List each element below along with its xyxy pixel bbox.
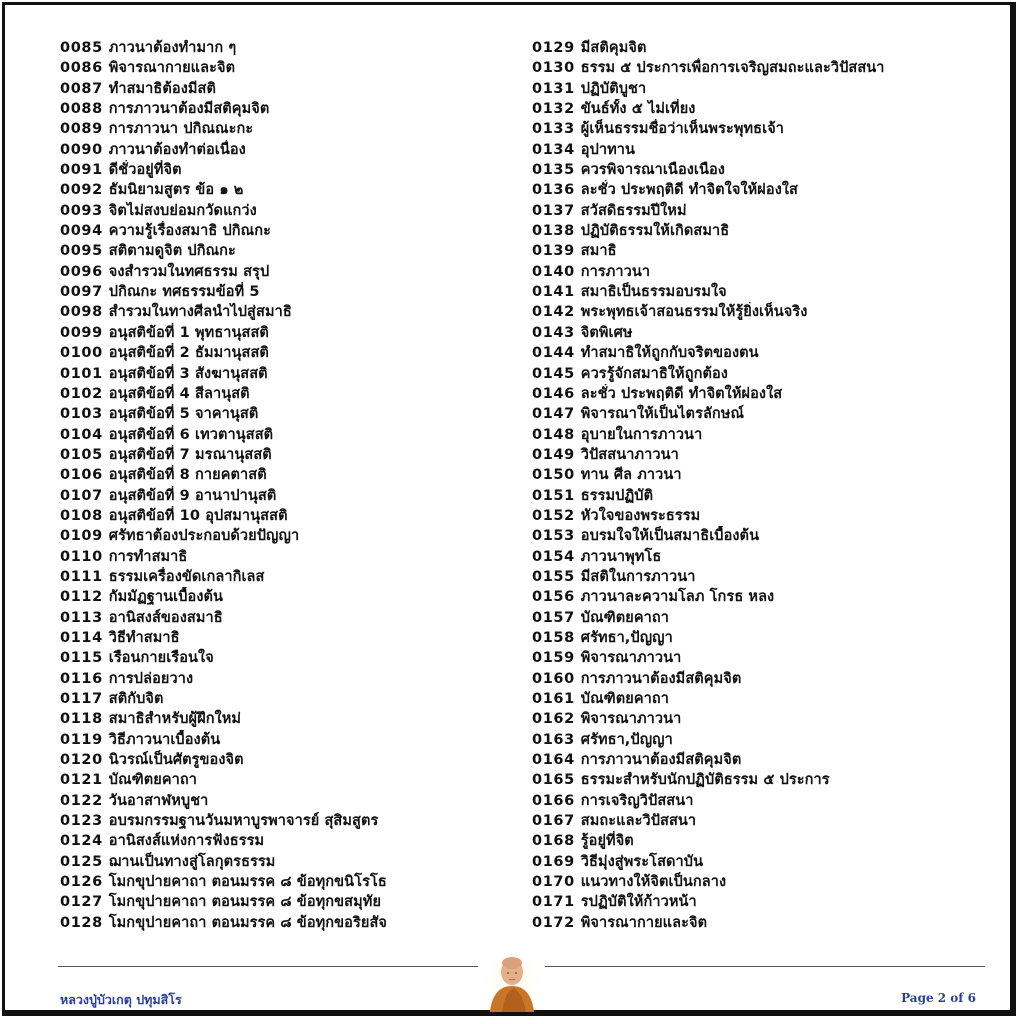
list-item — [532, 852, 1002, 872]
item-number: 0135 — [532, 162, 575, 179]
list-item — [60, 221, 530, 241]
item-title: อนุสติข้อที่ 9 อานาปานุสติ — [108, 487, 277, 504]
item-number: 0157 — [532, 609, 575, 626]
item-title: อนุสติข้อที่ 1 พุทธานุสสติ — [108, 324, 269, 341]
item-number: 0171 — [532, 894, 575, 911]
item-number: 0153 — [532, 528, 575, 545]
list-item — [532, 913, 1002, 933]
item-number: 0152 — [532, 507, 575, 524]
item-number: 0160 — [532, 670, 575, 687]
list-item — [532, 831, 1002, 851]
list-item — [60, 445, 530, 465]
item-title: สติตามดูจิต ปกิณกะ — [108, 243, 236, 260]
list-item — [532, 364, 1002, 384]
item-number: 0097 — [60, 284, 103, 301]
item-title: รู้อยู่ที่จิต — [580, 833, 634, 850]
item-number: 0126 — [60, 874, 103, 891]
list-item — [532, 872, 1002, 892]
item-number: 0114 — [60, 629, 103, 646]
left-column-list — [60, 38, 530, 933]
list-item — [60, 180, 530, 200]
item-title: อนุสติข้อที่ 6 เทวตานุสสติ — [108, 426, 274, 443]
list-item — [532, 262, 1002, 282]
list-item — [532, 608, 1002, 628]
list-item — [532, 506, 1002, 526]
item-title: ภาวนาพุทโธ — [580, 548, 662, 565]
list-item — [532, 791, 1002, 811]
list-item — [532, 811, 1002, 831]
item-title: พิจารณาให้เป็นไตรลักษณ์ — [580, 406, 745, 423]
list-item — [60, 241, 530, 261]
footer-page-number: Page 2 of 6 — [901, 991, 976, 1005]
list-item — [60, 811, 530, 831]
list-item — [60, 79, 530, 99]
item-number: 0169 — [532, 853, 575, 870]
list-item — [60, 628, 530, 648]
item-number: 0148 — [532, 426, 575, 443]
item-title: พิจารณากายและจิต — [580, 914, 708, 931]
item-number: 0108 — [60, 507, 103, 524]
item-title: จิตพิเศษ — [580, 324, 633, 341]
list-item — [60, 730, 530, 750]
item-title: มีสติคุมจิต — [580, 40, 647, 56]
list-item — [60, 852, 530, 872]
item-title: สวัสดิธรรมปีใหม่ — [580, 202, 687, 219]
list-item — [532, 709, 1002, 729]
list-item — [532, 587, 1002, 607]
item-number: 0138 — [532, 223, 575, 240]
item-title: บัณฑิตยคาถา — [108, 772, 198, 789]
list-item — [532, 425, 1002, 445]
item-title: หัวใจของพระธรรม — [580, 507, 701, 524]
item-number: 0155 — [532, 568, 575, 585]
item-title: อานิสงส์แห่งการฟังธรรม — [108, 833, 265, 850]
item-title: สมาธิ — [580, 243, 617, 260]
item-number: 0150 — [532, 467, 575, 484]
list-item — [60, 770, 530, 790]
list-item — [60, 872, 530, 892]
item-number: 0086 — [60, 60, 103, 77]
item-title: ผู้เห็นธรรมชื่อว่าเห็นพระพุทธเจ้า — [580, 121, 785, 138]
item-title: การภาวนา ปกิณณะกะ — [108, 121, 254, 138]
list-item — [60, 58, 530, 78]
item-number: 0161 — [532, 691, 575, 707]
item-title: อนุสติข้อที่ 7 มรณานุสสติ — [108, 446, 272, 463]
item-number: 0128 — [60, 914, 103, 931]
footer-divider-right — [545, 966, 985, 967]
item-title: การภาวนา — [580, 263, 651, 280]
item-title: ทาน ศีล ภาวนา — [580, 467, 682, 484]
list-item — [60, 160, 530, 180]
list-item — [60, 262, 530, 282]
item-number: 0111 — [60, 568, 103, 585]
list-item — [532, 384, 1002, 404]
list-item — [532, 669, 1002, 689]
item-title: ภาวนาต้องทำมาก ๆ — [108, 40, 237, 56]
item-title: วิปัสสนาภาวนา — [580, 446, 679, 463]
item-title: อบรมกรรมฐานวันมหาบูรพาจารย์ สุสิมสูตร — [108, 813, 379, 830]
item-number: 0109 — [60, 528, 103, 545]
list-item — [60, 709, 530, 729]
item-number: 0127 — [60, 894, 103, 911]
item-title: วิธีภาวนาเบื้องต้น — [108, 731, 221, 748]
list-item — [532, 628, 1002, 648]
item-title: อนุสติข้อที่ 5 จาคานุสติ — [108, 406, 259, 423]
item-title: ธรรม ๕ ประการเพื่อการเจริญสมถะและวิปัสสนา — [580, 60, 885, 77]
item-title: การภาวนาต้องมีสติคุมจิต — [580, 752, 742, 769]
item-title: ปฏิบัติบูชา — [580, 80, 647, 97]
item-title: อุบายในการภาวนา — [580, 426, 703, 443]
item-title: สมาธิเป็นธรรมอบรมใจ — [580, 284, 727, 301]
list-item — [60, 689, 530, 709]
item-title: ธัมนิยามสูตร ข้อ ๑ ๒ — [108, 182, 244, 199]
item-number: 0162 — [532, 711, 575, 728]
list-item — [532, 180, 1002, 200]
item-number: 0141 — [532, 284, 575, 301]
item-number: 0112 — [60, 589, 103, 606]
list-item — [532, 241, 1002, 261]
item-title: นิวรณ์เป็นศัตรูของจิต — [108, 752, 244, 769]
item-number: 0089 — [60, 121, 103, 138]
item-number: 0147 — [532, 406, 575, 423]
list-item — [60, 547, 530, 567]
item-number: 0095 — [60, 243, 103, 260]
item-title: ละชั่ว ประพฤติดี ทำจิตใจให้ผ่องใส — [580, 182, 799, 199]
list-item — [60, 282, 530, 302]
item-title: กัมมัฏฐานเบื้องต้น — [108, 589, 224, 606]
item-number: 0136 — [532, 182, 575, 199]
list-item — [60, 119, 530, 139]
item-title: ศรัทธา,ปัญญา — [580, 731, 673, 748]
item-number: 0129 — [532, 40, 575, 56]
list-item — [60, 323, 530, 343]
list-item — [532, 547, 1002, 567]
monk-portrait-image — [480, 950, 544, 1012]
item-title: สมาธิสำหรับผู้ฝึกใหม่ — [108, 711, 242, 728]
list-item — [60, 831, 530, 851]
item-number: 0116 — [60, 670, 103, 687]
item-title: สติกับจิต — [108, 691, 164, 707]
item-number: 0166 — [532, 792, 575, 809]
item-title: อนุสติข้อที่ 8 กายคตาสติ — [108, 467, 267, 484]
item-number: 0145 — [532, 365, 575, 382]
list-item — [532, 302, 1002, 322]
item-number: 0115 — [60, 650, 103, 667]
item-number: 0091 — [60, 162, 103, 179]
item-title: ภาวนาต้องทำต่อเนื่อง — [108, 141, 246, 158]
item-title: โมกขุปายคาถา ตอนมรรค ๘ ข้อทุกขนิโรโธ — [108, 874, 387, 891]
item-number: 0093 — [60, 202, 103, 219]
item-number: 0132 — [532, 101, 575, 118]
list-item — [60, 38, 530, 58]
list-item — [532, 323, 1002, 343]
list-item — [532, 648, 1002, 668]
list-item — [532, 404, 1002, 424]
item-number: 0154 — [532, 548, 575, 565]
item-title: ธรรมะสำหรับนักปฏิบัติธรรม ๕ ประการ — [580, 772, 830, 789]
item-number: 0134 — [532, 141, 575, 158]
item-title: การภาวนาต้องมีสติคุมจิต — [580, 670, 742, 687]
item-number: 0139 — [532, 243, 575, 260]
item-number: 0104 — [60, 426, 103, 443]
item-title: บัณฑิตยคาถา — [580, 609, 670, 626]
item-title: ภาวนาละความโลภ โกรธ หลง — [580, 589, 775, 606]
item-title: ทำสมาธิต้องมีสติ — [108, 80, 216, 97]
item-number: 0098 — [60, 304, 103, 321]
item-title: โมกขุปายคาถา ตอนมรรค ๘ ข้อทุกขอริยสัจ — [108, 914, 388, 931]
item-number: 0168 — [532, 833, 575, 850]
item-number: 0165 — [532, 772, 575, 789]
item-number: 0158 — [532, 629, 575, 646]
list-item — [60, 506, 530, 526]
item-number: 0118 — [60, 711, 103, 728]
item-title: รปฏิบัติให้ก้าวหน้า — [580, 894, 697, 911]
item-title: สำรวมในทางศีลนำไปสู่สมาธิ — [108, 304, 292, 321]
list-item — [532, 689, 1002, 709]
item-number: 0123 — [60, 813, 103, 830]
item-title: ละชั่ว ประพฤติดี ทำจิตให้ผ่องใส — [580, 385, 783, 402]
item-number: 0172 — [532, 914, 575, 931]
list-item — [60, 892, 530, 912]
item-title: วันอาสาฬหบูชา — [108, 792, 209, 809]
item-number: 0144 — [532, 345, 575, 362]
item-number: 0107 — [60, 487, 103, 504]
item-number: 0146 — [532, 385, 575, 402]
item-number: 0103 — [60, 406, 103, 423]
list-item — [60, 364, 530, 384]
item-title: อุปาทาน — [580, 141, 636, 158]
list-item — [532, 770, 1002, 790]
list-item — [532, 465, 1002, 485]
item-title: อนุสติข้อที่ 2 ธัมมานุสสติ — [108, 345, 269, 362]
item-number: 0159 — [532, 650, 575, 667]
item-number: 0106 — [60, 467, 103, 484]
item-title: โมกขุปายคาถา ตอนมรรค ๘ ข้อทุกขสมุทัย — [108, 894, 382, 911]
item-title: ควรพิจารณาเนืองเนือง — [580, 162, 725, 179]
item-title: ปฏิบัติธรรมให้เกิดสมาธิ — [580, 223, 730, 240]
item-title: บัณฑิตยคาถา — [580, 691, 670, 707]
item-title: อนุสติข้อที่ 4 สีลานุสติ — [108, 385, 250, 402]
item-number: 0117 — [60, 691, 103, 707]
list-item — [532, 750, 1002, 770]
list-item — [532, 343, 1002, 363]
item-title: ดีชั่วอยู่ที่จิต — [108, 162, 182, 179]
list-item — [60, 343, 530, 363]
item-title: ปกิณกะ ทศธรรมข้อที่ 5 — [108, 284, 260, 301]
item-number: 0151 — [532, 487, 575, 504]
item-number: 0137 — [532, 202, 575, 219]
list-item — [532, 892, 1002, 912]
list-item — [532, 119, 1002, 139]
list-item — [60, 302, 530, 322]
item-title: พิจารณาภาวนา — [580, 711, 682, 728]
item-title: อนุสติข้อที่ 10 อุปสมานุสสติ — [108, 507, 288, 524]
list-item — [532, 99, 1002, 119]
list-item — [60, 750, 530, 770]
item-title: เรือนกายเรือนใจ — [108, 650, 214, 667]
item-number: 0110 — [60, 548, 103, 565]
item-title: ธรรมปฏิบัติ — [580, 487, 654, 504]
item-title: แนวทางให้จิตเป็นกลาง — [580, 874, 727, 891]
list-item — [60, 425, 530, 445]
item-number: 0131 — [532, 80, 575, 97]
list-item — [60, 201, 530, 221]
item-title: การเจริญวิปัสสนา — [580, 792, 694, 809]
item-number: 0092 — [60, 182, 103, 199]
item-title: ขันธ์ทั้ง ๕ ไม่เที่ยง — [580, 101, 696, 118]
item-number: 0100 — [60, 345, 103, 362]
item-title: การทำสมาธิ — [108, 548, 188, 565]
item-number: 0164 — [532, 752, 575, 769]
item-number: 0113 — [60, 609, 103, 626]
list-item — [60, 608, 530, 628]
item-number: 0085 — [60, 40, 103, 56]
right-column-list — [532, 38, 1002, 933]
list-item — [532, 79, 1002, 99]
item-number: 0156 — [532, 589, 575, 606]
list-item — [60, 140, 530, 160]
item-title: จงสำรวมในทศธรรม สรุป — [108, 263, 270, 280]
item-title: การปล่อยวาง — [108, 670, 194, 687]
item-title: อนุสติข้อที่ 3 สังฆานุสสติ — [108, 365, 268, 382]
item-number: 0120 — [60, 752, 103, 769]
list-item — [532, 221, 1002, 241]
list-item — [532, 201, 1002, 221]
list-item — [532, 160, 1002, 180]
list-item — [60, 669, 530, 689]
list-item — [532, 730, 1002, 750]
item-title: สมถะและวิปัสสนา — [580, 813, 697, 830]
item-number: 0170 — [532, 874, 575, 891]
item-number: 0163 — [532, 731, 575, 748]
item-number: 0119 — [60, 731, 103, 748]
list-item — [60, 913, 530, 933]
item-number: 0122 — [60, 792, 103, 809]
item-number: 0121 — [60, 772, 103, 789]
item-title: การภาวนาต้องมีสติคุมจิต — [108, 101, 270, 118]
item-title: มีสติในการภาวนา — [580, 568, 696, 585]
item-number: 0101 — [60, 365, 103, 382]
item-title: ธรรมเครื่องขัดเกลากิเลส — [108, 568, 265, 585]
item-title: ทำสมาธิให้ถูกกับจริตของตน — [580, 345, 759, 362]
item-title: วิธีมุ่งสู่พระโสดาบัน — [580, 853, 704, 870]
list-item — [532, 526, 1002, 546]
list-item — [60, 567, 530, 587]
item-title: ฌานเป็นทางสู่โลกุตรธรรม — [108, 853, 276, 870]
list-item — [60, 587, 530, 607]
item-number: 0102 — [60, 385, 103, 402]
list-item — [532, 140, 1002, 160]
item-number: 0099 — [60, 324, 103, 341]
item-title: พระพุทธเจ้าสอนธรรมให้รู้ยิ่งเห็นจริง — [580, 304, 808, 321]
item-title: พิจารณาภาวนา — [580, 650, 682, 667]
item-title: อานิสงส์ของสมาธิ — [108, 609, 223, 626]
list-item — [532, 58, 1002, 78]
item-number: 0087 — [60, 80, 103, 97]
footer-divider-left — [58, 966, 478, 967]
list-item — [60, 404, 530, 424]
list-item — [60, 384, 530, 404]
item-title: ศรัทธาต้องประกอบด้วยปัญญา — [108, 528, 300, 545]
item-number: 0090 — [60, 141, 103, 158]
list-item — [532, 486, 1002, 506]
list-item — [60, 486, 530, 506]
item-number: 0125 — [60, 853, 103, 870]
list-item — [532, 567, 1002, 587]
item-title: วิธีทำสมาธิ — [108, 629, 180, 646]
list-item — [60, 648, 530, 668]
item-number: 0140 — [532, 263, 575, 280]
item-number: 0167 — [532, 813, 575, 830]
item-title: ควรรู้จักสมาธิให้ถูกต้อง — [580, 365, 728, 382]
list-item — [60, 791, 530, 811]
item-number: 0124 — [60, 833, 103, 850]
list-item — [532, 38, 1002, 58]
item-number: 0130 — [532, 60, 575, 77]
item-title: พิจารณากายและจิต — [108, 60, 236, 77]
list-item — [532, 282, 1002, 302]
footer-author-name: หลวงปู่บัวเกตุ ปทุมสิโร — [60, 992, 182, 1007]
item-title: อบรมใจให้เป็นสมาธิเบื้องต้น — [580, 528, 760, 545]
list-item — [60, 99, 530, 119]
item-title: ความรู้เรื่องสมาธิ ปกิณกะ — [108, 223, 271, 240]
list-item — [532, 445, 1002, 465]
item-number: 0133 — [532, 121, 575, 138]
item-number: 0143 — [532, 324, 575, 341]
item-number: 0142 — [532, 304, 575, 321]
item-number: 0096 — [60, 263, 103, 280]
item-number: 0105 — [60, 446, 103, 463]
list-item — [60, 526, 530, 546]
item-number: 0088 — [60, 101, 103, 118]
item-title: ศรัทธา,ปัญญา — [580, 629, 673, 646]
item-title: จิตไม่สงบย่อมกวัดแกว่ง — [108, 202, 257, 219]
item-number: 0149 — [532, 446, 575, 463]
item-number: 0094 — [60, 223, 103, 240]
list-item — [60, 465, 530, 485]
